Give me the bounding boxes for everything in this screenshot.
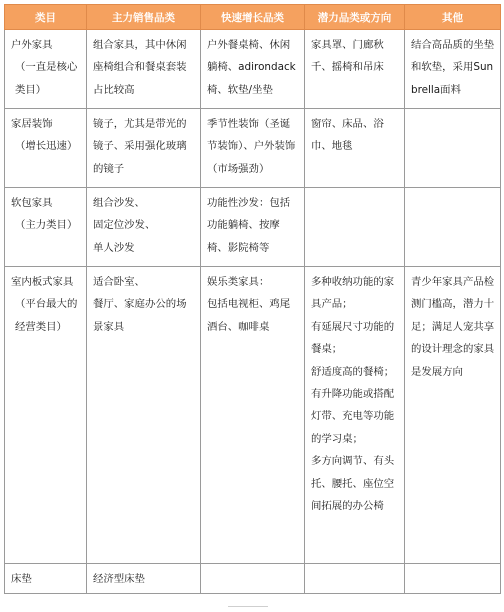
category-note: （平台最大的经营类目） <box>15 298 78 333</box>
cell-text: 户外餐桌椅、休闲躺椅、adirondack椅、软垫/坐垫 <box>207 39 296 96</box>
cell-text: 多种收纳功能的家具产品； <box>311 276 395 311</box>
table-header-row <box>5 5 501 30</box>
category-name: 床垫 <box>11 573 32 585</box>
category-note: （一直是核心类目） <box>15 61 78 96</box>
potential-cell <box>305 564 405 594</box>
header-potential: 潜力品类或方向 <box>305 5 405 30</box>
category-name: 软包家具 <box>11 197 53 209</box>
other-cell <box>405 30 501 109</box>
cell-text: 有延展尺寸功能的餐桌； <box>311 320 395 356</box>
cell-text: 组合沙发、 <box>93 197 145 209</box>
table-row <box>5 188 501 267</box>
main-sales-cell <box>87 564 201 594</box>
fast-growth-cell <box>201 30 305 109</box>
main-sales-cell <box>87 109 201 188</box>
cell-text: 青少年家具产品检测门槛高，潜力十足；满足人宠共享的设计理念的家具是发展方向 <box>411 276 495 378</box>
category-name: 户外家具 <box>11 39 53 51</box>
category-name: 室内板式家具 <box>11 276 74 288</box>
other-cell <box>405 267 501 564</box>
cell-text: 功能性沙发：包括功能躺椅、按摩椅、影院椅等 <box>207 197 291 254</box>
category-cell <box>5 30 87 109</box>
category-name: 家居装饰 <box>11 118 53 130</box>
category-cell <box>5 188 87 267</box>
header-category: 类目 <box>5 5 87 30</box>
cell-text: 结合高品质的坐垫和软垫，采用Sunbrella面料 <box>411 39 495 96</box>
table-row <box>5 564 501 594</box>
cell-text: 窗帘、床品、浴巾、地毯 <box>311 118 384 153</box>
fast-growth-cell <box>201 109 305 188</box>
table-row <box>5 109 501 188</box>
fast-growth-cell <box>201 267 305 564</box>
main-sales-cell <box>87 267 201 564</box>
cell-text: 有升降功能或搭配灯带、充电等功能的学习桌； <box>311 388 395 445</box>
category-cell <box>5 109 87 188</box>
cell-text: 舒适度高的餐椅； <box>311 365 395 378</box>
furniture-category-table <box>4 4 501 594</box>
table-row <box>5 30 501 109</box>
potential-cell <box>305 267 405 564</box>
other-cell <box>405 109 501 188</box>
cell-text: 季节性装饰（圣诞节装饰）、户外装饰（市场强劲） <box>207 118 296 175</box>
cell-text: 组合家具，其中休闲座椅组合和餐桌套装占比较高 <box>93 39 187 96</box>
category-note: （增长迅速） <box>15 140 78 153</box>
cell-text: 包括电视柜、鸡尾酒台、咖啡桌 <box>207 298 291 333</box>
table-row <box>5 267 501 564</box>
other-cell <box>405 188 501 267</box>
header-fast-growth: 快速增长品类 <box>201 5 305 30</box>
cell-text: 固定位沙发、 <box>93 219 156 232</box>
fast-growth-cell <box>201 188 305 267</box>
cell-text: 经济型床垫 <box>93 573 145 585</box>
potential-cell <box>305 109 405 188</box>
potential-cell <box>305 30 405 109</box>
header-main-sales: 主力销售品类 <box>87 5 201 30</box>
main-sales-cell <box>87 188 201 267</box>
main-sales-cell <box>87 30 201 109</box>
category-note: （主力类目） <box>15 219 78 232</box>
potential-cell <box>305 188 405 267</box>
cell-text: 餐厅、家庭办公的场景家具 <box>93 298 187 333</box>
cell-text: 家具罩、门廊秋千、摇椅和吊床 <box>311 39 384 74</box>
category-cell <box>5 267 87 564</box>
fast-growth-cell <box>201 564 305 594</box>
cell-text: 镜子，尤其是带光的镜子、采用强化玻璃的镜子 <box>93 118 187 175</box>
cell-text: 多方向调节、有头托、腰托、座位空间拓展的办公椅 <box>311 455 395 513</box>
category-cell <box>5 564 87 594</box>
cell-text: 单人沙发 <box>93 241 135 254</box>
cell-text: 适合卧室、 <box>93 276 145 288</box>
cell-text: 娱乐类家具： <box>207 276 270 288</box>
header-other: 其他 <box>405 5 501 30</box>
page-edge-divider <box>228 606 268 607</box>
other-cell <box>405 564 501 594</box>
